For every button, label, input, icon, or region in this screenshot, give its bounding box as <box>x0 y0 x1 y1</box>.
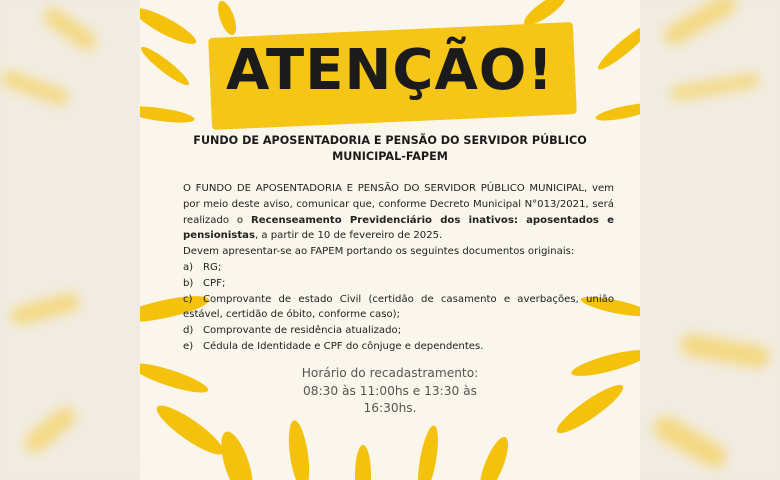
list-text: CPF; <box>203 277 226 289</box>
sun-ray-decoration <box>474 434 513 480</box>
list-letter: d) <box>183 325 194 337</box>
list-item <box>183 292 614 324</box>
schedule-info <box>210 365 570 418</box>
list-letter: e) <box>183 340 194 352</box>
sun-ray-decoration <box>214 0 239 37</box>
headline: ATENÇÃO! <box>226 38 554 103</box>
list-text: Comprovante de residência atualizado; <box>203 325 402 337</box>
intro-paragraph <box>183 181 614 244</box>
sun-ray-decoration <box>355 445 371 480</box>
right-blurred-margin <box>640 0 780 480</box>
sun-ray-decoration <box>414 424 442 480</box>
organization-title <box>160 133 620 165</box>
list-letter: b) <box>183 277 194 289</box>
documents-list <box>183 260 614 355</box>
schedule-hours-end: 16:30hs. <box>363 401 417 415</box>
notice-body <box>183 181 614 355</box>
intro-text: O FUNDO DE APOSENTADORIA E PENSÃO DO SERVIDOR PÚBLICO MUNICIPAL, vem por meio deste aviso, comunicar que, conforme Decreto Municipal N°013/2021, será realizado o <box>183 183 614 226</box>
sun-ray-decoration <box>140 358 211 398</box>
notice-poster <box>140 0 640 480</box>
list-item <box>183 339 614 355</box>
organization-title-line: MUNICIPAL-FAPEM <box>332 150 448 163</box>
schedule-hours: 08:30 às 11:00hs e 13:30 às <box>303 383 477 398</box>
intro-text-end: , a partir de 10 de fevereiro de 2025. <box>254 230 443 242</box>
list-item <box>183 276 614 292</box>
sun-ray-decoration <box>594 100 640 124</box>
list-letter: c) <box>183 293 193 305</box>
sun-ray-decoration <box>140 103 196 126</box>
schedule-heading: Horário do recadastramento: <box>301 366 479 380</box>
left-blurred-margin <box>0 0 140 480</box>
documents-intro: Devem apresentar-se ao FAPEM portando os seguintes documentos originais: <box>183 246 575 258</box>
sun-ray-decoration <box>285 419 313 480</box>
intro-bold-text: Recenseamento Previdenciário dos inativos: aposentados e pensionistas <box>183 214 615 242</box>
list-text: RG; <box>203 261 222 273</box>
list-item <box>183 323 614 339</box>
sun-ray-decoration <box>215 428 259 480</box>
organization-title-line: FUNDO DE APOSENTADORIA E PENSÃO DO SERVIDOR PÚBLICO <box>193 134 587 147</box>
list-text: Comprovante de estado Civil (certidão de casamento e averbações, união estável, certidão de óbito, conforme caso); <box>183 293 614 321</box>
list-letter: a) <box>183 261 194 273</box>
list-text: Cédula de Identidade e CPF do cônjuge e dependentes. <box>203 340 484 352</box>
list-item <box>183 260 614 276</box>
